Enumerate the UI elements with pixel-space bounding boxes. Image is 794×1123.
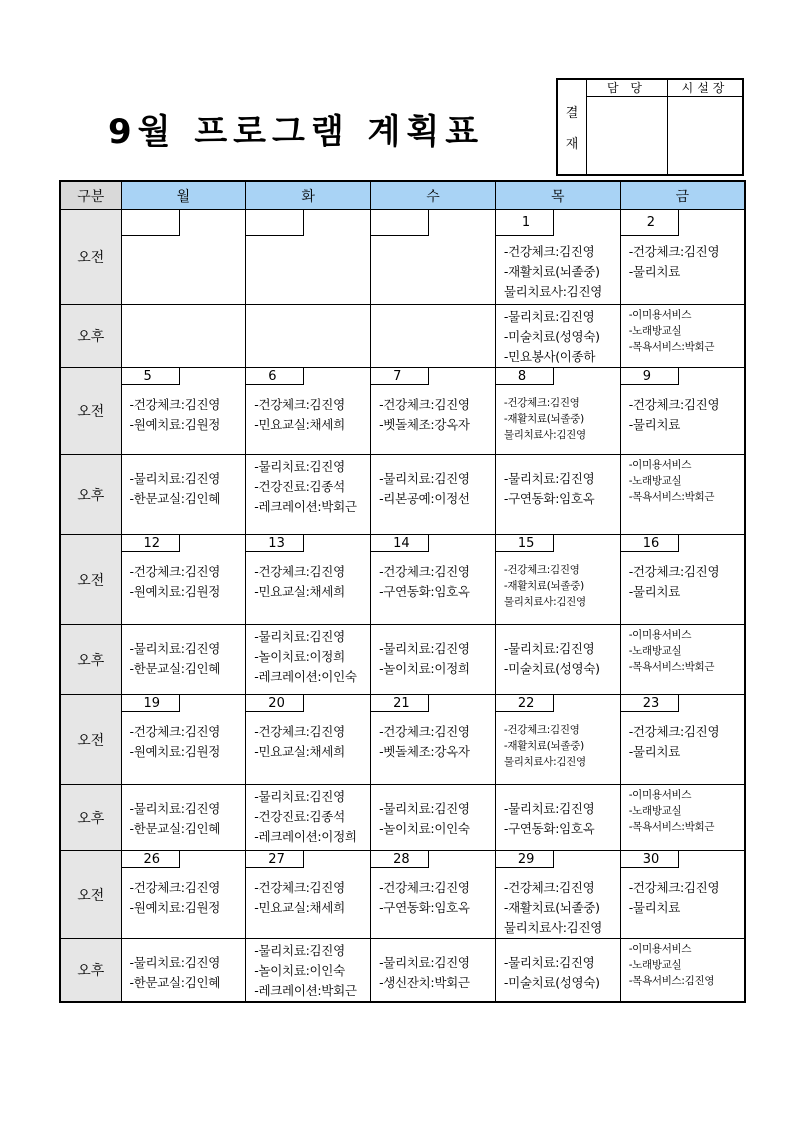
program-item: -노래방교실	[628, 475, 682, 487]
program-item: -물리치료:김진영	[379, 471, 470, 486]
day-cell	[620, 210, 745, 305]
date-box-empty	[246, 210, 304, 236]
date-number: 6	[246, 368, 304, 385]
date-number: 8	[496, 368, 554, 385]
program-list	[246, 712, 370, 762]
day-cell	[495, 455, 620, 535]
date-box-empty	[122, 210, 180, 236]
program-item: -물리치료:김진영	[503, 641, 595, 656]
program-item: -레크레이션:박회근	[254, 983, 357, 998]
program-item: -미술치료(성영숙)	[503, 329, 600, 344]
date-number: 14	[371, 535, 429, 552]
date-number: 23	[621, 695, 679, 712]
program-list	[621, 305, 744, 355]
day-cell	[495, 368, 620, 455]
program-item: -구연동화:임호옥	[503, 491, 595, 506]
program-item: -생신잔치:박회근	[379, 975, 470, 990]
program-item: -한문교실:김인혜	[129, 975, 221, 990]
header-day-mon: 월	[121, 181, 246, 210]
day-cell	[495, 785, 620, 851]
day-cell	[371, 785, 496, 851]
schedule-table	[59, 180, 746, 1003]
program-item: 물리치료사:김진영	[503, 284, 603, 299]
day-cell	[246, 625, 371, 695]
program-item: -물리치료	[628, 744, 680, 759]
day-cell	[620, 939, 745, 1003]
program-item: -건강체크:김진영	[379, 880, 470, 895]
day-cell	[371, 695, 496, 785]
week-2-am-row	[60, 368, 745, 455]
header-gubun: 구분	[60, 181, 121, 210]
date-number: 9	[621, 368, 679, 385]
day-cell	[121, 785, 246, 851]
program-item: -건강체크:김진영	[628, 724, 720, 739]
schedule-body	[60, 210, 745, 1003]
program-item: -목욕서비스:김진영	[628, 975, 715, 987]
program-item: -한문교실:김인혜	[129, 661, 221, 676]
date-number: 7	[371, 368, 429, 385]
program-list	[496, 939, 620, 993]
approval-side-label	[558, 80, 587, 174]
program-item: -목욕서비스:박회근	[628, 341, 715, 353]
date-number: 12	[122, 535, 180, 552]
program-item: -재활치료(뇌졸중)	[503, 264, 600, 279]
program-item: -물리치료:김진영	[503, 309, 595, 324]
program-list	[122, 785, 246, 839]
program-item: -재활치료(뇌졸중)	[503, 900, 600, 915]
program-item: -원예치료:김원정	[129, 417, 221, 432]
program-item: -물리치료:김진영	[379, 801, 470, 816]
program-item: 물리치료사:김진영	[503, 920, 603, 935]
day-cell	[495, 851, 620, 939]
day-cell	[121, 695, 246, 785]
program-item: -건강체크:김진영	[129, 724, 221, 739]
afternoon-label: 오후	[60, 785, 121, 851]
program-list	[122, 385, 246, 435]
program-item: -물리치료:김진영	[379, 955, 470, 970]
week-5-am-row	[60, 851, 745, 939]
program-item: -미술치료(성영숙)	[503, 975, 600, 990]
program-list	[496, 455, 620, 509]
date-number: 19	[122, 695, 180, 712]
date-number: 27	[246, 851, 304, 868]
program-list	[246, 868, 370, 918]
day-cell	[371, 851, 496, 939]
program-item: -건강체크:김진영	[254, 397, 345, 412]
day-cell	[371, 368, 496, 455]
program-list	[621, 236, 744, 282]
program-item: -민요교실:채세희	[254, 900, 345, 915]
program-list	[621, 455, 744, 505]
program-list	[371, 939, 495, 993]
afternoon-label: 오후	[60, 305, 121, 368]
program-item: -물리치료	[628, 900, 680, 915]
program-item: -놀이치료:이인숙	[379, 821, 470, 836]
program-item: -건강체크:김진영	[628, 564, 720, 579]
program-list	[122, 625, 246, 679]
program-list	[371, 455, 495, 509]
program-item: -건강진료:김종석	[254, 479, 345, 494]
day-cell	[121, 455, 246, 535]
day-cell	[246, 939, 371, 1003]
morning-label: 오전	[60, 535, 121, 625]
program-item: -민요교실:채세희	[254, 584, 345, 599]
date-number: 20	[246, 695, 304, 712]
date-number: 15	[496, 535, 554, 552]
program-list	[371, 625, 495, 679]
program-item: -물리치료:김진영	[254, 789, 345, 804]
date-box-empty	[371, 210, 429, 236]
afternoon-label: 오후	[60, 625, 121, 695]
program-item: -놀이치료:이정희	[254, 649, 345, 664]
day-cell	[620, 535, 745, 625]
program-item: -벳돌체조:강옥자	[379, 417, 470, 432]
approval-side-char-1: 결	[565, 106, 579, 121]
day-cell	[620, 851, 745, 939]
program-item: -레크레이션:이정희	[254, 829, 357, 844]
program-item: -목욕서비스:박회근	[628, 821, 715, 833]
program-list	[621, 385, 744, 435]
program-list	[621, 868, 744, 918]
program-item: -건강체크:김진영	[503, 724, 580, 736]
program-list	[496, 625, 620, 679]
week-5-pm-row	[60, 939, 745, 1003]
program-item: -물리치료:김진영	[129, 801, 221, 816]
program-item: -건강체크:김진영	[628, 880, 720, 895]
day-cell	[620, 368, 745, 455]
day-cell	[246, 535, 371, 625]
day-cell	[495, 939, 620, 1003]
header-day-thu: 목	[495, 181, 620, 210]
day-cell	[495, 535, 620, 625]
program-list	[122, 939, 246, 993]
program-list	[246, 455, 370, 517]
header-row	[60, 181, 745, 210]
program-list	[246, 552, 370, 602]
program-item: -노래방교실	[628, 325, 682, 337]
program-item: -건강체크:김진영	[129, 564, 221, 579]
approval-director-header: 시설장	[668, 80, 742, 97]
program-list	[246, 785, 370, 847]
day-cell	[371, 625, 496, 695]
day-cell	[620, 455, 745, 535]
program-item: -민요교실:채세희	[254, 417, 345, 432]
program-list	[371, 785, 495, 839]
program-item: 물리치료사:김진영	[503, 596, 586, 608]
page-title: 9월 프로그램 계획표	[108, 112, 485, 152]
afternoon-label: 오후	[60, 939, 121, 1003]
program-list	[371, 385, 495, 435]
program-item: -목욕서비스:박회근	[628, 491, 715, 503]
day-cell	[246, 305, 371, 368]
program-item: -물리치료:김진영	[503, 955, 595, 970]
program-item: -이미용서비스	[628, 629, 692, 641]
program-item: -노래방교실	[628, 805, 682, 817]
program-item: -건강체크:김진영	[379, 724, 470, 739]
program-item: -놀이치료:이인숙	[254, 963, 345, 978]
header-day-fri: 금	[620, 181, 745, 210]
program-item: -이미용서비스	[628, 789, 692, 801]
program-item: -재활치료(뇌졸중)	[503, 580, 584, 592]
program-item: -구연동화:임호옥	[379, 900, 470, 915]
date-number: 22	[496, 695, 554, 712]
program-item: -구연동화:임호옥	[379, 584, 470, 599]
program-list	[496, 785, 620, 839]
program-list	[496, 552, 620, 610]
day-cell	[495, 210, 620, 305]
program-list	[621, 939, 744, 989]
day-cell	[620, 625, 745, 695]
program-item: -구연동화:임호옥	[503, 821, 595, 836]
day-cell	[246, 695, 371, 785]
program-item: -물리치료:김진영	[254, 629, 345, 644]
morning-label: 오전	[60, 210, 121, 305]
program-item: -놀이치료:이정희	[379, 661, 470, 676]
day-cell	[121, 210, 246, 305]
date-number: 2	[621, 210, 679, 236]
day-cell	[121, 939, 246, 1003]
day-cell	[121, 368, 246, 455]
day-cell	[246, 210, 371, 305]
day-cell	[371, 535, 496, 625]
day-cell	[121, 851, 246, 939]
day-cell	[121, 535, 246, 625]
week-4-pm-row	[60, 785, 745, 851]
day-cell	[620, 305, 745, 368]
program-list	[496, 385, 620, 443]
morning-label: 오전	[60, 695, 121, 785]
approval-manager-column	[586, 80, 668, 174]
approval-box	[556, 78, 744, 176]
program-item: -노래방교실	[628, 959, 682, 971]
week-1-pm-row	[60, 305, 745, 368]
program-item: -물리치료:김진영	[129, 471, 221, 486]
day-cell	[495, 695, 620, 785]
day-cell	[371, 939, 496, 1003]
program-list	[246, 625, 370, 687]
program-item: -이미용서비스	[628, 309, 692, 321]
program-item: -원예치료:김원정	[129, 584, 221, 599]
day-cell	[620, 785, 745, 851]
program-item: -물리치료:김진영	[254, 459, 345, 474]
program-item: -레크레이션:박회근	[254, 499, 357, 514]
program-list	[122, 552, 246, 602]
date-number: 5	[122, 368, 180, 385]
program-list	[621, 712, 744, 762]
program-item: -이미용서비스	[628, 459, 692, 471]
program-item: -물리치료:김진영	[503, 801, 595, 816]
program-list	[496, 868, 620, 938]
date-number: 21	[371, 695, 429, 712]
week-1-am-row	[60, 210, 745, 305]
program-item: -재활치료(뇌졸중)	[503, 413, 584, 425]
day-cell	[620, 695, 745, 785]
program-item: -물리치료:김진영	[503, 471, 595, 486]
program-item: -물리치료:김진영	[254, 943, 345, 958]
day-cell	[495, 625, 620, 695]
program-list	[621, 625, 744, 675]
program-item: 물리치료사:김진영	[503, 429, 586, 441]
date-number: 30	[621, 851, 679, 868]
week-2-pm-row	[60, 455, 745, 535]
program-item: 물리치료사:김진영	[503, 756, 586, 768]
day-cell	[371, 455, 496, 535]
date-number: 1	[496, 210, 554, 236]
program-item: -건강체크:김진영	[129, 397, 221, 412]
program-item: -건강체크:김진영	[503, 564, 580, 576]
program-item: -물리치료	[628, 264, 680, 279]
program-list	[621, 552, 744, 602]
program-item: -민요봉사(이종하	[503, 349, 596, 364]
program-item: -건강진료:김종석	[254, 809, 345, 824]
program-item: -물리치료	[628, 417, 680, 432]
program-list	[122, 455, 246, 509]
program-list	[122, 868, 246, 918]
day-cell	[121, 305, 246, 368]
day-cell	[246, 851, 371, 939]
program-item: -건강체크:김진영	[129, 880, 221, 895]
morning-label: 오전	[60, 368, 121, 455]
program-item: -건강체크:김진영	[379, 564, 470, 579]
program-item: -건강체크:김진영	[503, 244, 595, 259]
day-cell	[246, 455, 371, 535]
program-item: -건강체크:김진영	[254, 564, 345, 579]
afternoon-label: 오후	[60, 455, 121, 535]
program-list	[371, 552, 495, 602]
program-item: -물리치료	[628, 584, 680, 599]
program-item: -미술치료(성영숙)	[503, 661, 600, 676]
program-item: -한문교실:김인혜	[129, 821, 221, 836]
program-item: -이미용서비스	[628, 943, 692, 955]
program-item: -원예치료:김원정	[129, 900, 221, 915]
program-list	[246, 385, 370, 435]
program-list	[496, 712, 620, 770]
date-number: 16	[621, 535, 679, 552]
date-number: 26	[122, 851, 180, 868]
day-cell	[371, 305, 496, 368]
program-item: -원예치료:김원정	[129, 744, 221, 759]
week-3-pm-row	[60, 625, 745, 695]
program-item: -한문교실:김인혜	[129, 491, 221, 506]
program-item: -노래방교실	[628, 645, 682, 657]
date-number: 13	[246, 535, 304, 552]
header-day-wed: 수	[371, 181, 496, 210]
program-item: -건강체크:김진영	[254, 724, 345, 739]
program-list	[122, 712, 246, 762]
date-number: 28	[371, 851, 429, 868]
program-list	[371, 868, 495, 918]
program-item: -건강체크:김진영	[628, 244, 720, 259]
program-item: -벳돌체조:강옥자	[379, 744, 470, 759]
approval-director-column	[668, 80, 742, 174]
approval-side-char-2: 재	[565, 137, 579, 152]
program-item: -레크레이션:이인숙	[254, 669, 357, 684]
week-3-am-row	[60, 535, 745, 625]
program-item: -건강체크:김진영	[254, 880, 345, 895]
header-day-tue: 화	[246, 181, 371, 210]
day-cell	[246, 785, 371, 851]
program-list	[621, 785, 744, 835]
program-item: -건강체크:김진영	[503, 397, 580, 409]
program-item: -건강체크:김진영	[379, 397, 470, 412]
program-item: -물리치료:김진영	[379, 641, 470, 656]
program-item: -목욕서비스:박회근	[628, 661, 715, 673]
program-list	[246, 939, 370, 1001]
program-list	[496, 236, 620, 302]
program-item: -민요교실:채세희	[254, 744, 345, 759]
approval-manager-header: 담 당	[586, 80, 667, 97]
program-item: -건강체크:김진영	[628, 397, 720, 412]
week-4-am-row	[60, 695, 745, 785]
morning-label: 오전	[60, 851, 121, 939]
program-list	[371, 712, 495, 762]
day-cell	[246, 368, 371, 455]
program-item: -물리치료:김진영	[129, 955, 221, 970]
day-cell	[371, 210, 496, 305]
day-cell	[495, 305, 620, 368]
program-item: -리본공예:이정선	[379, 491, 470, 506]
program-item: -물리치료:김진영	[129, 641, 221, 656]
date-number: 29	[496, 851, 554, 868]
program-item: -재활치료(뇌졸중)	[503, 740, 584, 752]
program-item: -건강체크:김진영	[503, 880, 595, 895]
program-list	[496, 305, 620, 367]
day-cell	[121, 625, 246, 695]
